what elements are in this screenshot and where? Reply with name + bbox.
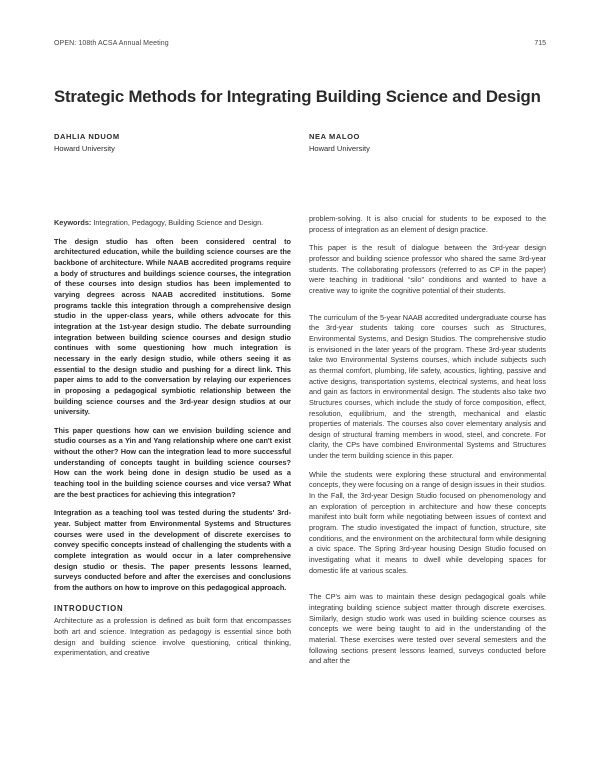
author-affiliation: Howard University [309, 144, 370, 153]
author-name: DAHLIA NDUOM [54, 132, 120, 141]
conference-name: OPEN: 108th ACSA Annual Meeting [54, 40, 169, 47]
body-paragraph: Architecture as a profession is defined as built form that encompasses both art and science. Integration as pedagogy is essential since both design and building science involve questioning, critical thinking, experimentation, and creative [54, 616, 291, 658]
author-name: NEA MALOO [309, 132, 360, 141]
abstract-paragraph: Integration as a teaching tool was tested during the students' 3rd-year. Subject matter from Environmental Systems and Structures courses were used in the development of discrete exercises to convey specific concepts instead of challenging the students with a complete integration as would occur in a later comprehensive design studio or thesis. The paper presents lessons learned, surveys conducted before and after the exercises and conclusions from the authors on how to improve on this pedagogical approach. [54, 508, 291, 592]
abstract-paragraph: The design studio has often been considered central to architectured education, while the building science courses are the backbone of architecture. While NAAB accredited programs require a body of structures and buildings science courses, the integration of these courses into design studios has been implemented to varying degrees across NAAB accredited institutions. Some programs tackle this integration through a comprehensive design studio in the upper-class years, while others advocate for this integration at the 1st-year design studio. The debate surrounding integration between building science courses and design studio continues with some questioning how much integration is necessary in the early design studio, while others seeing it as essential to the design studio and pushing for a direct link. This paper aims to add to the conversation by relaying our experiences in proposing a pedagogical symbiotic relationship between the building science courses and the 3rd-year design studios at our university. [54, 236, 291, 417]
section-heading-introduction: INTRODUCTION [54, 603, 124, 613]
keywords-text: Integration, Pedagogy, Building Science and Design. [93, 218, 264, 227]
body-paragraph: While the students were exploring these structural and environmental concepts, they were focusing on a range of design issues in their studios. In the Fall, the 3rd-year Design Studio focused on phenomenology and an exploration of perception in architecture and how these concepts manifest into built form while negotiating between issues of context and program. The studio investigated the impact of function, structure, site conditions, and the environment on the architectural form while designing a civic space. The Spring 3rd-year housing Design Studio focused on investigating what it means to dwell while developing spaces for domestic life at various scales. [309, 469, 546, 575]
body-paragraph: The CP's aim was to maintain these design pedagogical goals while integrating building science subject matter through discrete exercises. Similarly, design studio work was used in building science courses as concepts we were being taught to aid in the understanding of the material. These exercises were tested over several semesters and the following sections present lessons learned, surveys conducted before and after the [309, 592, 546, 666]
keywords [54, 218, 291, 229]
body-paragraph: The curriculum of the 5-year NAAB accredited undergraduate course has the 3rd-year students taking core courses such as Structures, Environmental Systems, and Design Studios. The comprehensive studio is envisioned in the later years of the program. These 3rd-year students take two Environmental Systems courses, which include subjects such as thermal comfort, plumbing, life safety, acoustics, lighting, passive and active designs, transportation systems, electrical systems, and heat loss and gain as factors in environmental design. The students also take two Structures courses, which include the study of force composition, effect, resolution, equilibrium, and the strength, mechanical and elastic properties of materials. The courses also cover elementary analysis and design of structural framing members in wood, steel, and concrete. For clarity, the CPs have combined Environmental Systems and Structures under the term building science in this paper. [309, 312, 546, 461]
author-affiliation: Howard University [54, 144, 115, 153]
body-paragraph: problem-solving. It is also crucial for students to be exposed to the process of integration as an element of design practice. [309, 214, 546, 234]
page-number: 715 [534, 40, 546, 47]
paper-title: Strategic Methods for Integrating Building Science and Design [54, 87, 541, 106]
author-block-1 [54, 131, 120, 155]
keywords-label: Keywords: [54, 218, 92, 227]
body-paragraph: This paper is the result of dialogue between the 3rd-year design professor and building science professor who shared the same 3rd-year students. The collaborating professors (referred to as CP in the paper) were teaching in traditional “silo” conditions and wanted to have a creative way to ignite the cognitive potential of their students. [309, 243, 546, 295]
abstract-paragraph: This paper questions how can we envision building science and studio courses as a Yin and Yang relationship where one can't exist without the other? How can the integration lead to more successful understanding of concepts taught in building science courses? How can the work being done in design studio be used as a teaching tool in the building science courses and vice versa? What are the best practices for achieving this integration? [54, 425, 291, 499]
right-column [309, 214, 546, 675]
author-block-2 [309, 131, 370, 155]
left-column [54, 218, 291, 667]
running-header [54, 40, 546, 54]
